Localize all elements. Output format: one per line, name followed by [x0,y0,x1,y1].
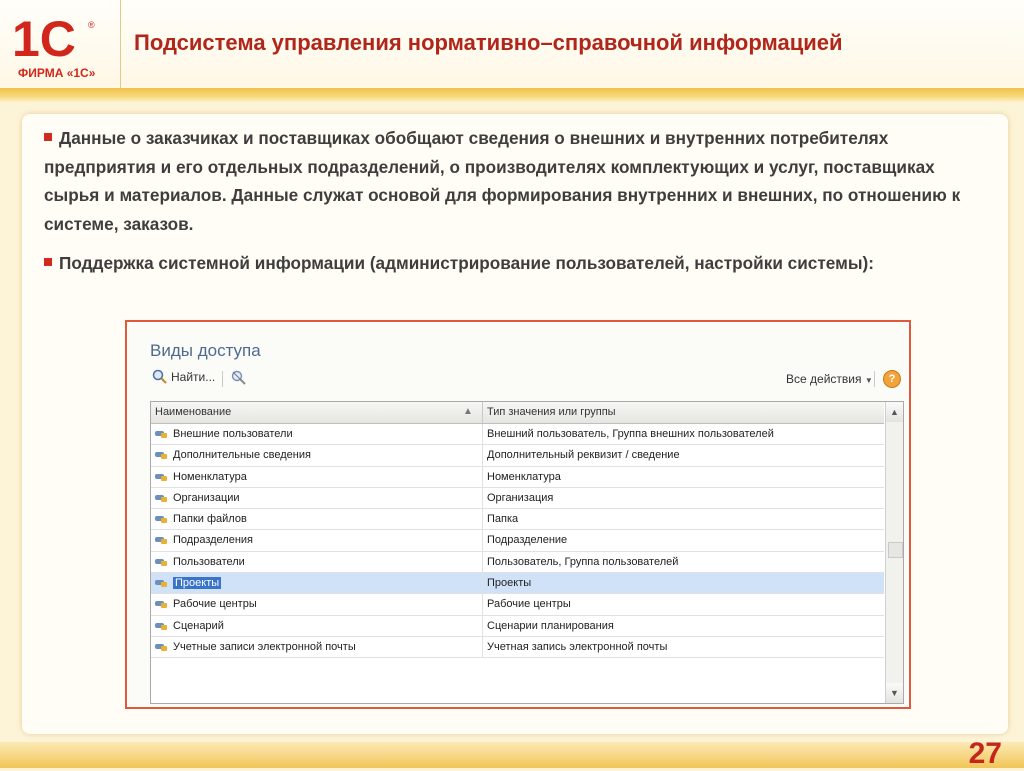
table-row[interactable] [151,552,884,573]
vertical-scrollbar[interactable] [885,402,903,703]
row-name: Сценарий [173,619,224,632]
help-button[interactable]: ? [883,370,901,388]
toolbar [152,369,907,391]
chevron-down-icon: ▼ [864,376,873,385]
footer-band [0,742,1024,768]
table-row[interactable] [151,445,884,466]
table-row[interactable] [151,530,884,551]
row-name-cell [155,471,247,483]
logo-caption: ФИРМА «1С» [18,66,96,80]
row-name: Организации [173,491,240,504]
row-type: Рабочие центры [487,598,571,611]
row-name-cell [155,492,240,504]
row-type: Дополнительный реквизит / сведение [487,449,680,462]
table-row[interactable] [151,467,884,488]
row-name: Папки файлов [173,513,247,526]
scroll-up-icon[interactable]: ▲ [886,402,903,422]
column-header-type[interactable]: Тип значения или группы [487,406,616,418]
window-title: Виды доступа [150,341,261,360]
bullet-paragraph-2 [44,249,984,278]
row-name-cell [155,556,245,568]
toolbar-separator [222,371,223,387]
page-title: Подсистема управления нормативно–справочной информацией [134,30,843,55]
header-band [0,88,1024,102]
row-name: Номенклатура [173,470,247,483]
find-button[interactable] [152,369,215,385]
logo-divider [120,0,121,88]
row-type: Папка [487,513,519,526]
access-type-icon [155,579,167,587]
access-type-icon [155,451,167,459]
row-name: Подразделения [173,534,253,547]
actions-label: Все действия [786,372,862,386]
table-header [151,402,884,424]
find-label: Найти... [171,370,216,384]
row-name-cell [155,641,356,653]
scroll-down-icon[interactable]: ▼ [886,683,903,703]
clear-search-button[interactable] [230,369,248,392]
all-actions-menu[interactable] [786,372,873,386]
table-row[interactable] [151,616,884,637]
row-name: Учетные записи электронной почты [173,640,356,653]
clear-search-icon [230,369,248,387]
row-name: Пользователи [173,555,245,568]
page-number: 27 [968,737,1002,770]
svg-text:1С: 1С [12,11,76,67]
row-name: Рабочие центры [173,598,257,611]
row-type: Пользователь, Группа пользователей [487,555,679,568]
row-name-cell [155,598,257,610]
row-name: Внешние пользователи [173,428,293,440]
access-type-icon [155,515,167,523]
row-type: Сценарии планирования [487,619,614,632]
svg-text:®: ® [88,20,95,30]
row-type: Внешний пользователь, Группа внешних пользователей [487,428,774,440]
row-type: Учетная запись электронной почты [487,640,668,653]
access-type-icon [155,622,167,630]
toolbar-separator [874,371,875,387]
logo-1c [6,8,114,84]
paragraph-text: Данные о заказчиках и поставщиках обобщают сведения о внешних и внутренних потребителях предприятия и его отдельных подразделений, о производителях комплектующих и услуг, поставщиках сырья и материалов. Данные служат основой для формирования внутренних и внешних, по отношению к системе, заказов. [44,128,961,234]
search-icon [152,369,168,385]
table-row[interactable] [151,424,884,445]
table-row[interactable] [151,573,884,594]
row-type: Организация [487,491,554,504]
access-type-icon [155,643,167,651]
access-type-icon [155,600,167,608]
sort-asc-icon: ▲ [463,406,473,417]
row-name-cell [155,534,253,546]
access-types-screenshot [125,320,911,709]
table-row[interactable] [151,637,884,658]
access-type-icon [155,536,167,544]
access-type-icon [155,430,167,438]
row-name-cell [155,428,293,440]
table-body [151,424,884,658]
access-types-table [150,401,904,704]
row-type: Подразделение [487,534,568,547]
table-row[interactable] [151,594,884,615]
square-bullet-icon [44,258,52,266]
bullet-paragraph-1 [44,124,984,238]
row-name-cell [155,577,221,589]
row-name-cell [155,449,311,461]
access-type-icon [155,494,167,502]
access-type-icon [155,473,167,481]
row-type: Проекты [487,577,532,590]
row-type: Номенклатура [487,470,561,483]
slide-header [0,0,1024,88]
scroll-thumb[interactable] [888,542,903,558]
table-row[interactable] [151,488,884,509]
row-name: Проекты [175,577,220,590]
paragraph-text: Поддержка системной информации (администрирование пользователей, настройки системы): [59,253,874,273]
access-type-icon [155,558,167,566]
square-bullet-icon [44,133,52,141]
row-name: Дополнительные сведения [173,449,311,462]
table-row[interactable] [151,509,884,530]
column-header-name[interactable]: Наименование [155,406,232,418]
row-name-cell [155,513,247,525]
row-name-cell [155,620,224,632]
